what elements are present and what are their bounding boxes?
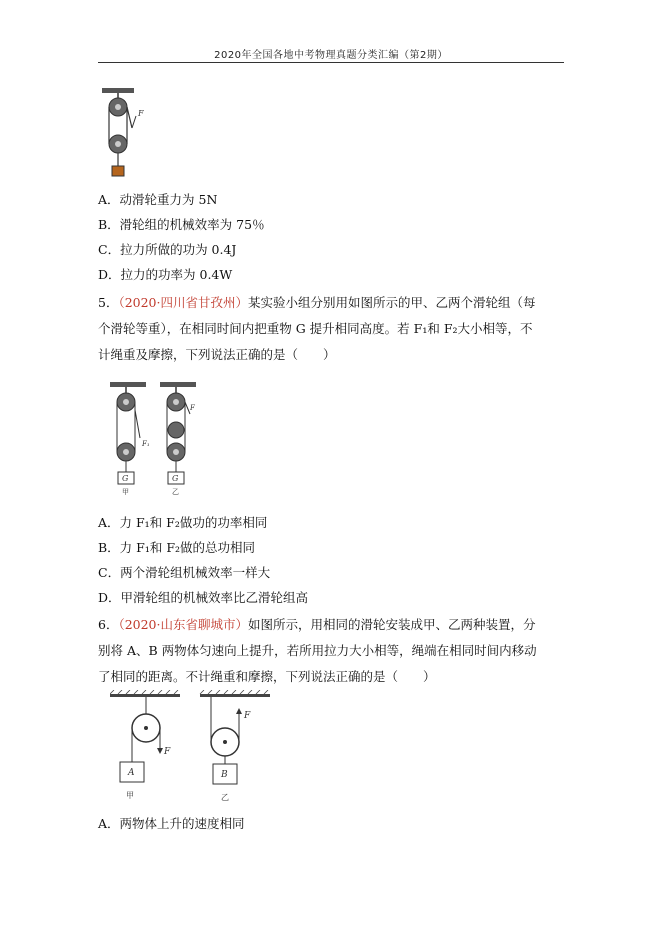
page-header: 2020年全国各地中考物理真题分类汇编（第2期） xyxy=(214,50,448,61)
q5-pulley-figure xyxy=(106,380,216,498)
q5-option-a: A．力 F₁和 F₂做功的功率相同 xyxy=(98,515,268,530)
q6-stem-line1 xyxy=(98,615,536,633)
q6-option-a: A．两物体上升的速度相同 xyxy=(98,816,245,831)
q5-option-c: C．两个滑轮组机械效率一样大 xyxy=(98,565,271,580)
q5-weight-b: G xyxy=(172,474,179,483)
q5-option-d: D．甲滑轮组的机械效率比乙滑轮组高 xyxy=(98,590,309,605)
q5-source: （2020·四川省甘孜州） xyxy=(118,295,248,310)
q6-source: （2020·山东省聊城市） xyxy=(118,617,248,632)
q5-number: 5． xyxy=(98,295,119,310)
q6-stem-text: 如图所示，用相同的滑轮安装成甲、乙两种装置，分 xyxy=(248,617,536,632)
q6-force-b: F xyxy=(244,711,251,721)
q6-block-b: B xyxy=(221,770,228,780)
q6-force-a: F xyxy=(164,747,171,757)
q4-option-d: D．拉力的功率为 0.4W xyxy=(98,267,233,282)
q4-force-label: F xyxy=(138,109,144,118)
q6-block-a: A xyxy=(128,768,135,778)
q5-option-b: B．力 F₁和 F₂做的总功相同 xyxy=(98,540,256,555)
q6-label-jia: 甲 xyxy=(126,791,134,800)
q6-number: 6． xyxy=(98,617,119,632)
q5-stem-text: 某实验小组分别用如图所示的甲、乙两个滑轮组（每 xyxy=(248,295,536,310)
q5-label-jia: 甲 xyxy=(122,488,129,496)
q5-weight-a: G xyxy=(122,474,129,483)
q6-stem-line3: 了相同的距离。不计绳重和摩擦，下列说法正确的是（ ） xyxy=(98,669,436,684)
q4-option-c: C．拉力所做的功为 0.4J xyxy=(98,242,237,257)
q5-stem-line1 xyxy=(98,293,536,311)
q5-stem-line2: 个滑轮等重），在相同时间内把重物 G 提升相同高度。若 F₁和 F₂大小相等，不 xyxy=(98,321,533,336)
q4-option-b: B．滑轮组的机械效率为 75％ xyxy=(98,217,265,232)
q5-label-yi: 乙 xyxy=(172,488,179,496)
q6-stem-line2: 别将 A、B 两物体匀速向上提升，若所用拉力大小相等，绳端在相同时间内移动 xyxy=(98,643,537,658)
header-divider xyxy=(98,62,564,63)
q6-pulley-figure xyxy=(110,690,280,808)
q5-stem-line3: 计绳重及摩擦，下列说法正确的是（ ） xyxy=(98,347,336,362)
q5-force-f1: F₁ xyxy=(142,440,150,448)
q4-pulley-figure xyxy=(100,86,160,182)
q6-label-yi: 乙 xyxy=(221,793,229,802)
q5-force-f2: F xyxy=(190,404,195,412)
q4-option-a: A．动滑轮重力为 5N xyxy=(98,192,218,207)
